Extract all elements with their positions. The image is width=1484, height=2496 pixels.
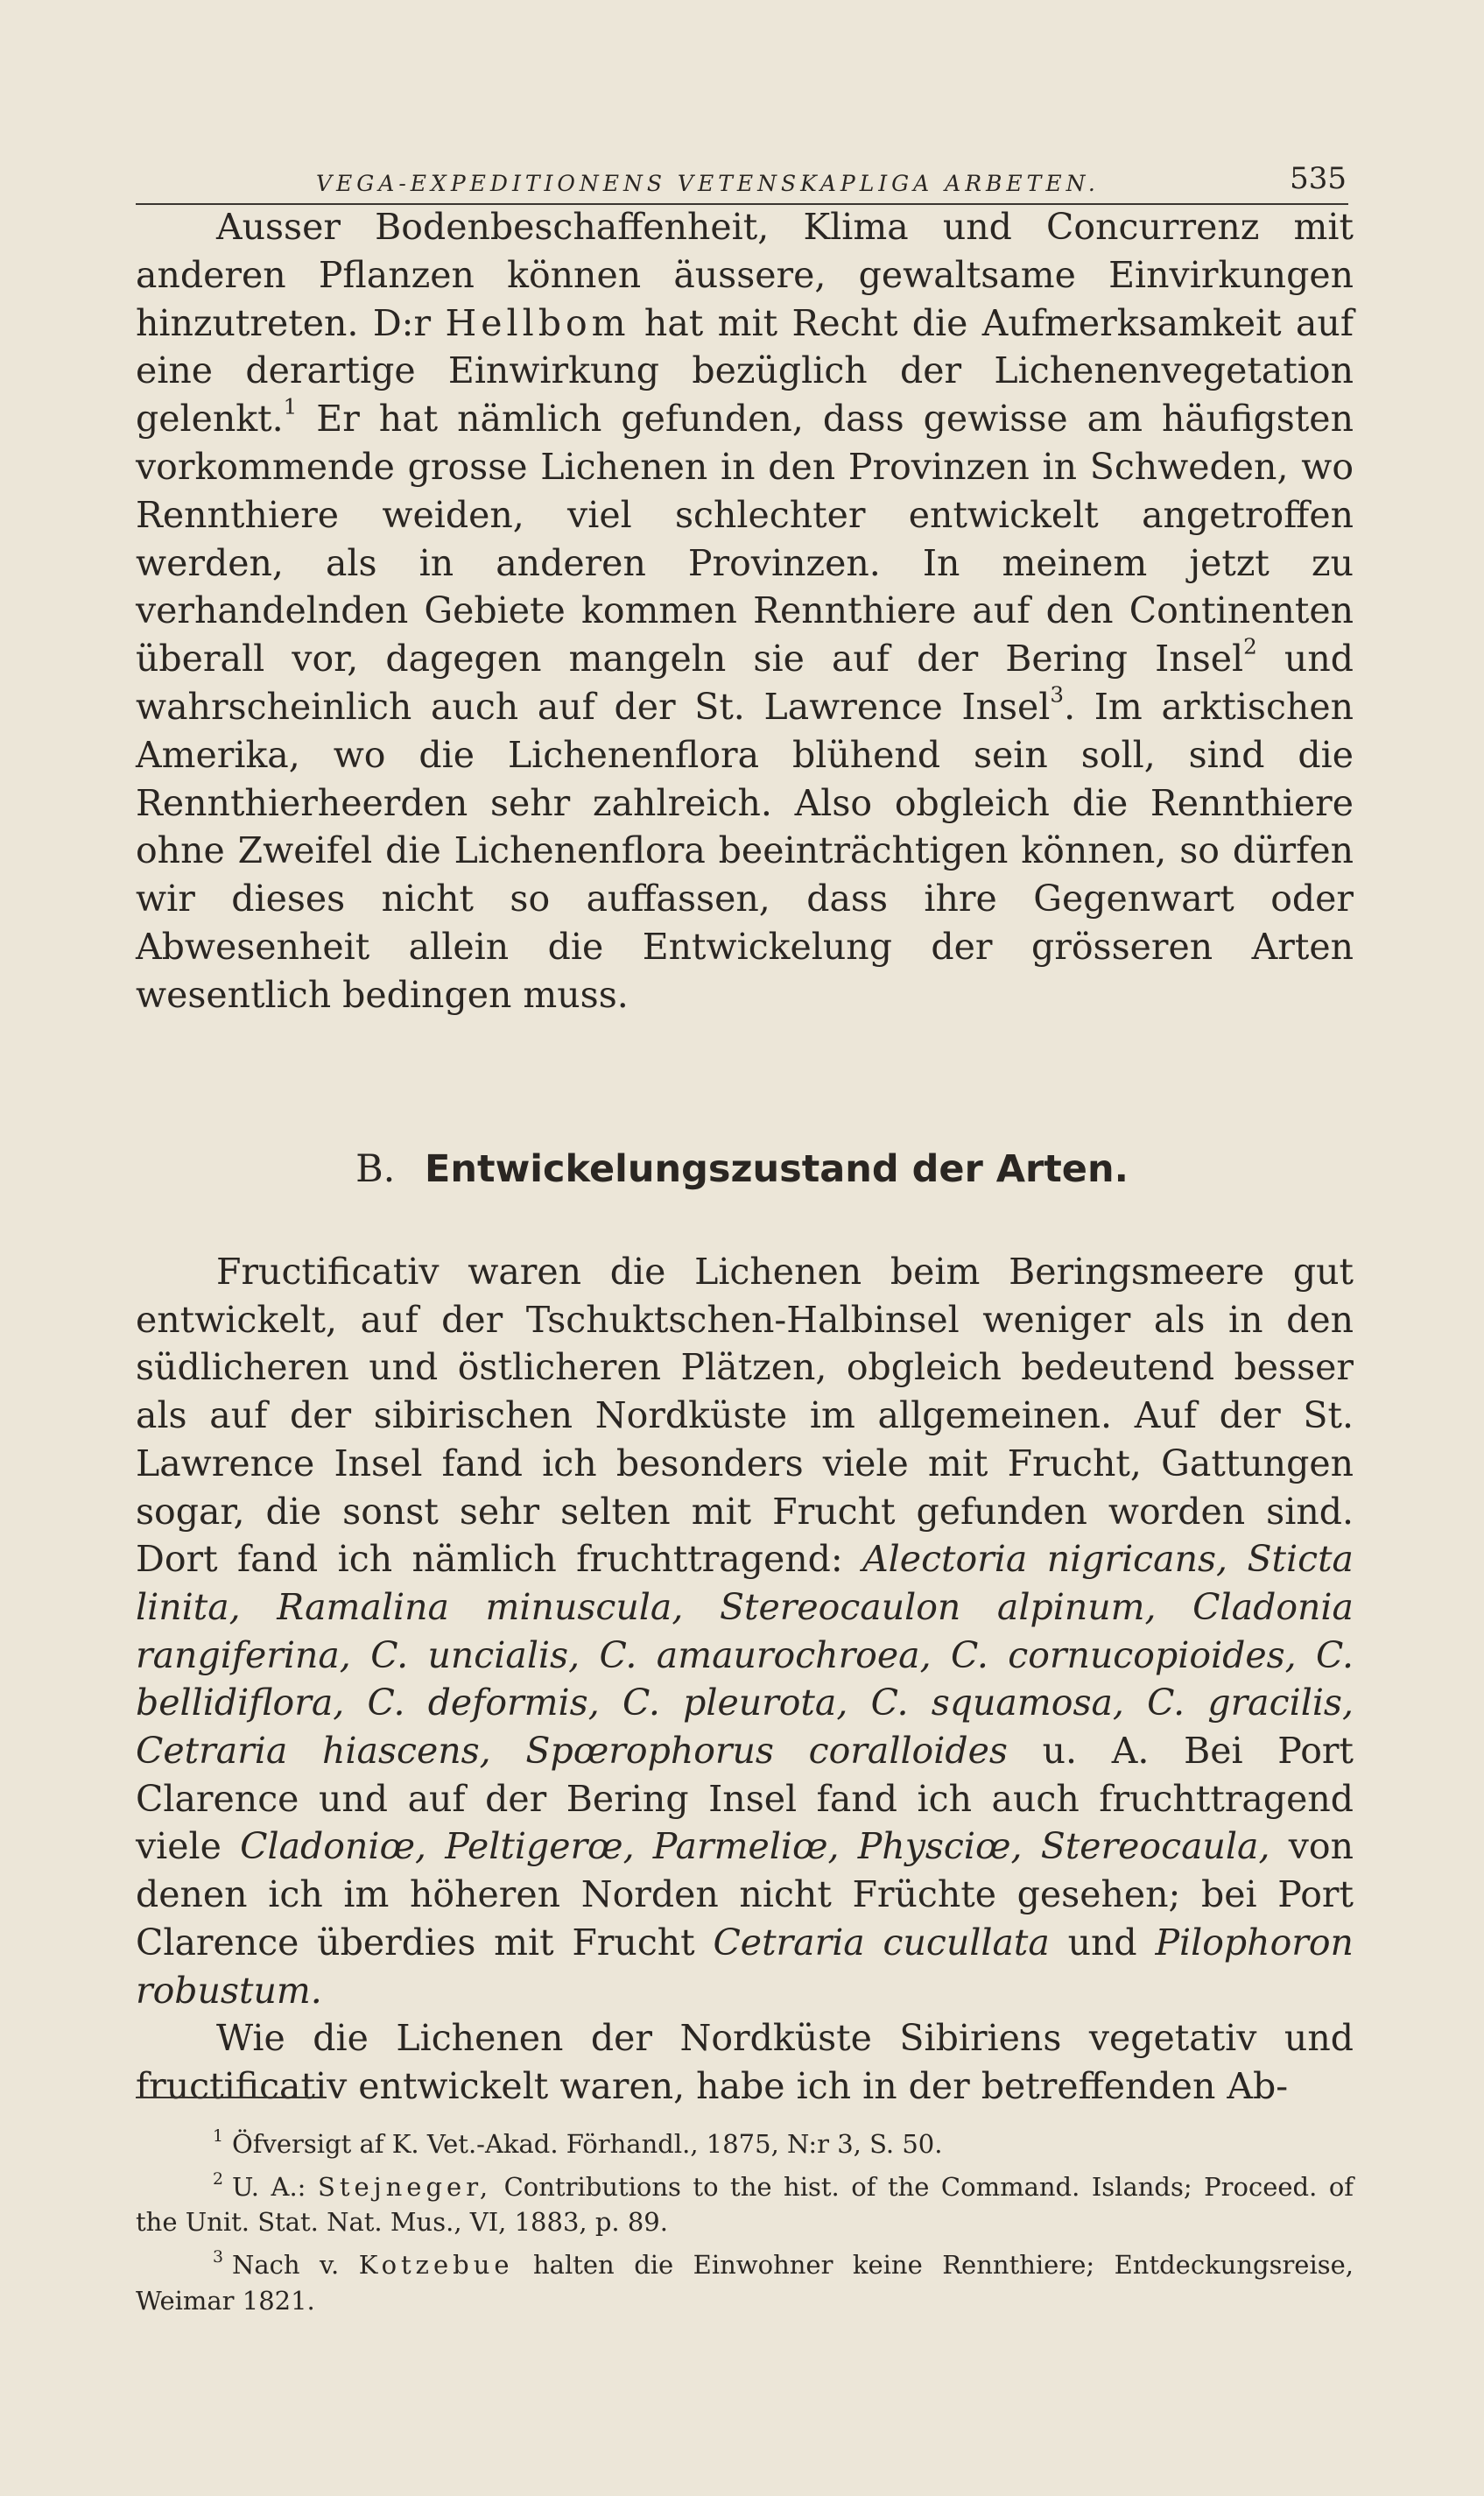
p1-sentence-3: Er hat nämlich gefunden, dass gewisse am häufigsten vorkommende grosse Lichenen in den Provinzen in Schweden, wo Rennthiere weiden, viel schlechter entwickelt angetroffen werden, als in anderen Provinzen. In meinem jetzt zu verhandelnden Gebiete kommen Rennthiere auf den Continenten überall vor, dagegen mangeln sie auf der Bering Insel xyxy=(136,398,1354,680)
footnote-mark-3: 3 xyxy=(213,2247,223,2267)
footnote-2 xyxy=(136,2162,1354,2240)
running-title: VEGA-EXPEDITIONENS VETENSKAPLIGA ARBETEN. xyxy=(316,171,1100,196)
footnote-mark-2: 2 xyxy=(213,2169,223,2189)
species-cetraria: Cetraria cucullata xyxy=(713,1921,1050,1964)
species-list-2: Cladoniœ, Peltigerœ, Parmeliœ, Physciœ, Stereocaula, xyxy=(240,1825,1270,1868)
footnote-3-text: halten die Einwohner keine Rennthiere; Entdeckungsreise, Weimar 1821. xyxy=(136,2250,1354,2316)
footnote-ref-1[interactable]: 1 xyxy=(283,393,298,420)
running-header xyxy=(136,159,1348,205)
footnote-ref-3[interactable]: 3 xyxy=(1050,681,1065,708)
p2-conjunction: und xyxy=(1067,1921,1137,1964)
paragraph-1 xyxy=(136,203,1354,1019)
footnote-2-text: Contributions to the hist. of the Command. Islands; Proceed. of the Unit. Stat. Nat. Mus., VI, 1883, p. 89. xyxy=(136,2171,1354,2238)
footnote-1 xyxy=(136,2119,1354,2162)
species-list-1: Alectoria nigricans, Sticta linita, Ramalina minuscula, Stereocaulon alpinum, Cladonia rangiferina, C. uncialis, C. amaurochroea, C. cornucopioides, C. bellidiflora, C. deformis, C. pleurota, C. squamosa, C. gracilis, Cetraria hiascens, Spœrophorus coralloides xyxy=(136,1538,1354,1773)
footnote-ref-2[interactable]: 2 xyxy=(1243,633,1257,659)
footnote-1-text: Öfversigt af K. Vet.-Akad. Förhandl., 1875, N:r 3, S. 50. xyxy=(232,2129,943,2160)
footnote-2-prefix: U. A.: xyxy=(232,2171,306,2202)
footnote-divider xyxy=(136,2097,327,2098)
p2-sentence-3: von denen ich im höheren Norden nicht Früchte gesehen; bei Port Clarence überdies mit Frucht xyxy=(136,1825,1354,1964)
footnote-3-prefix: Nach v. xyxy=(232,2250,340,2281)
footnotes xyxy=(136,2119,1354,2318)
section-letter: B. xyxy=(355,1147,396,1191)
species-pilophoron: Pilophoron robustum. xyxy=(136,1921,1354,2012)
p1-sentence-2: hat mit Recht die Aufmerksamkeit auf eine derartige Einwirkung bezüglich der Lichenenvegetation gelenkt. xyxy=(136,301,1354,441)
p1-sentence-5: . Im arktischen Amerika, wo die Lichenenflora blühend sein soll, sind die Rennthierheerden sehr zahlreich. Also obgleich die Rennthiere ohne Zweifel die Lichenenflora beeinträchtigen können, so dürfen wir dieses nicht so auffassen, dass ihre Gegenwart oder Abwesenheit allein die Entwickelung der grösseren Arten wesentlich bedingen muss. xyxy=(136,685,1354,1016)
p2-sentence-2: u. A. Bei Port Clarence und auf der Bering Insel fand ich auch fruchttragend viele xyxy=(136,1730,1354,1868)
paragraph-2 xyxy=(136,1248,1354,2111)
author-name-hellbom: Hellbom xyxy=(445,301,630,344)
p3-sentence-1: Wie die Lichenen der Nordküste Sibiriens vegetativ und fructificativ entwickelt waren, habe ich in der betreffenden Ab- xyxy=(136,2017,1354,2107)
p1-sentence-1: Ausser Bodenbeschaffenheit, Klima und Concurrenz mit anderen Pflanzen können äussere, gewaltsame Einvirkungen hinzutreten. D:r xyxy=(136,206,1354,344)
footnote-3 xyxy=(136,2240,1354,2318)
footnote-2-author: Stejneger, xyxy=(317,2171,493,2202)
footnote-mark-1: 1 xyxy=(213,2127,223,2146)
section-title: Entwickelungszustand der Arten. xyxy=(425,1147,1129,1191)
p2-sentence-1: Fructificativ waren die Lichenen beim Beringsmeere gut entwickelt, auf der Tschuktschen-Halbinsel weniger als in den südlicheren und östlicheren Plätzen, obgleich bedeutend besser als auf der sibirischen Nordküste im allgemeinen. Auf der St. Lawrence Insel fand ich besonders viele mit Frucht, Gattungen sogar, die sonst sehr selten mit Frucht gefunden worden sind. Dort fand ich nämlich fruchttragend: xyxy=(136,1251,1354,1581)
footnote-3-author: Kotzebue xyxy=(358,2250,514,2281)
section-heading-b xyxy=(0,1147,1484,1191)
page-number: 535 xyxy=(1290,161,1347,196)
p1-sentence-4: und wahrscheinlich auch auf der St. Lawrence Insel xyxy=(136,638,1354,728)
